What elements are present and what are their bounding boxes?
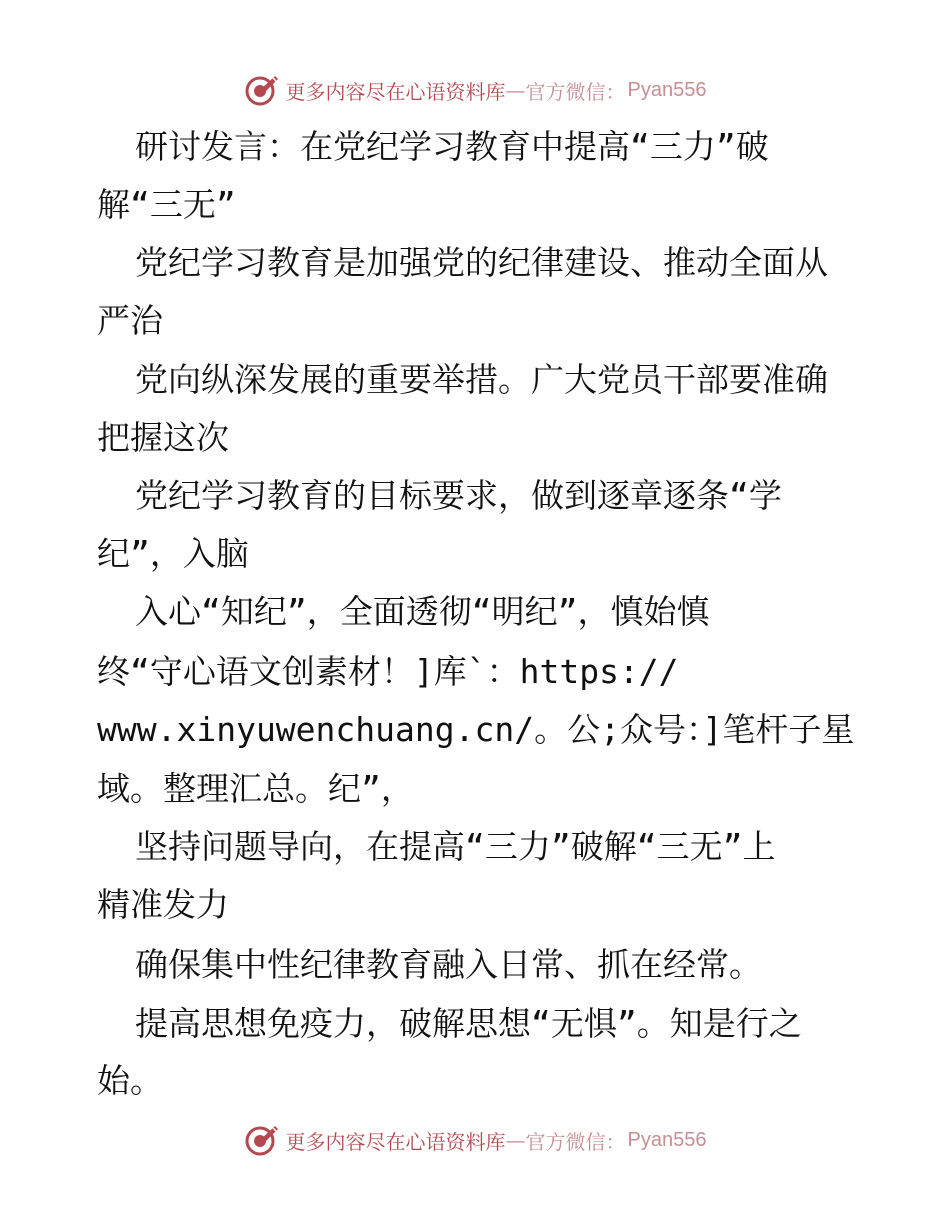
text-line: 解“三无” [97, 185, 236, 224]
text-line: 始。 [97, 1061, 163, 1100]
text-line: 党纪学习教育的目标要求，做到逐章逐条“学 [135, 476, 782, 515]
text-line: www.xinyuwenchuang.cn/。公;众号：]笔杆子星 [97, 710, 855, 749]
text-line: 把握这次 [97, 418, 229, 457]
header-wechat-id: Pyan556 [627, 78, 707, 101]
footer-banner [0, 1120, 950, 1160]
text-line: 提高思想免疫力，破解思想“无惧”。知是行之 [135, 1004, 802, 1043]
pen-logo-icon [244, 1122, 280, 1158]
footer-wechat-label: 官方微信： [525, 1129, 626, 1154]
header-separator: — [505, 78, 526, 102]
text-line: 纪”，入脑 [97, 534, 249, 573]
footer-wechat-id: Pyan556 [627, 1128, 707, 1151]
text-line: 域。整理汇总。纪”， [97, 769, 414, 808]
text-line: 坚持问题导向，在提高“三力”破解“三无”上 [135, 827, 776, 866]
header-wechat-label: 官方微信： [525, 79, 626, 104]
text-line: 终“守心语文创素材！]库`：https:// [97, 652, 679, 691]
text-line: 党纪学习教育是加强党的纪律建设、推动全面从 [135, 243, 828, 282]
header-brand: 更多内容尽在心语资料库 [285, 79, 506, 104]
text-line: 严治 [97, 301, 163, 340]
footer-brand: 更多内容尽在心语资料库 [285, 1129, 506, 1154]
footer-separator: — [505, 1128, 526, 1152]
text-line: 研讨发言：在党纪学习教育中提高“三力”破 [135, 127, 769, 166]
text-line: 确保集中性纪律教育融入日常、抓在经常。 [135, 945, 762, 984]
text-line: 入心“知纪”，全面透彻“明纪”，慎始慎 [135, 592, 710, 631]
text-line: 党向纵深发展的重要举措。广大党员干部要准确 [135, 360, 828, 399]
text-line: 精准发力 [97, 885, 229, 924]
